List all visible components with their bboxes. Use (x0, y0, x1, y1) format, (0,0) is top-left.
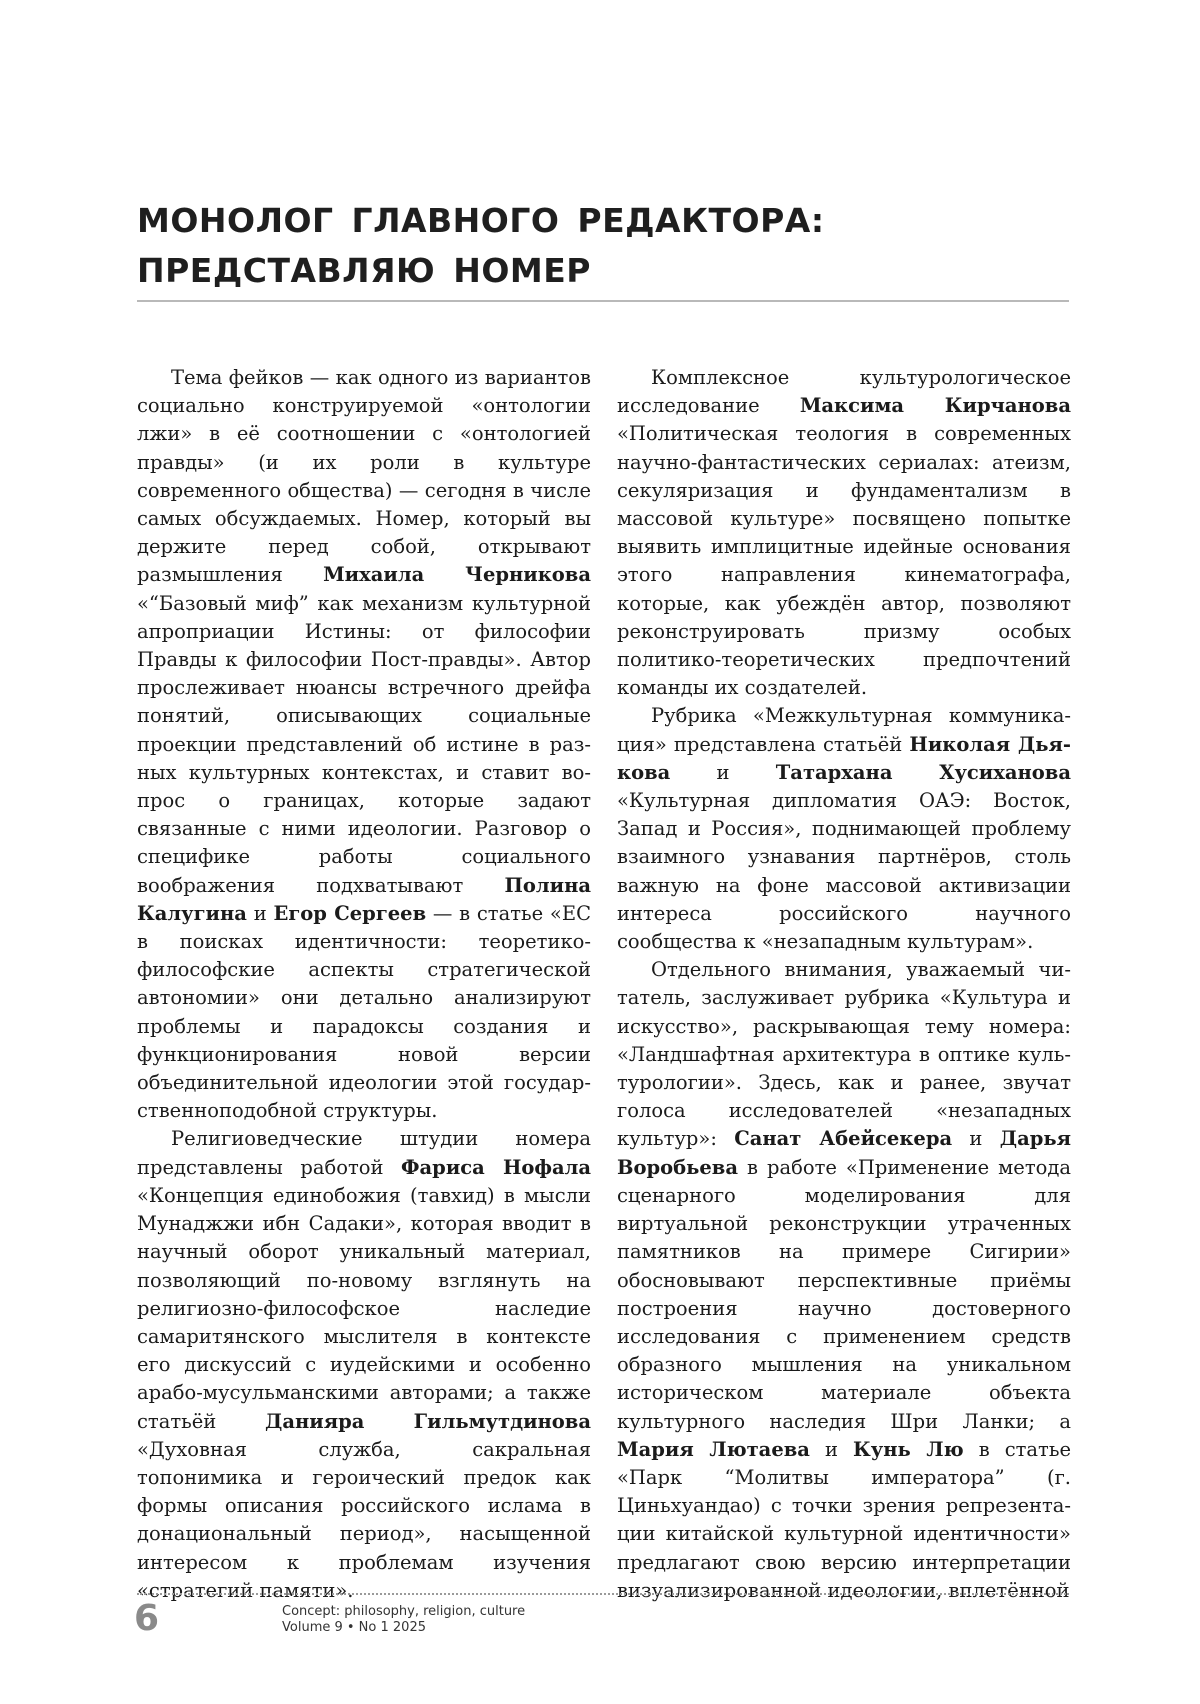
journal-info (282, 1604, 525, 1636)
author-name: Кунь Лю (853, 1437, 964, 1461)
author-name: Дарья Воробьева (617, 1127, 1071, 1179)
paragraph: Тема фейков — как одного из вариантов социально конструируемой «онтологии лжи» в её соотношении с «онтологией правды» (и их роли в культуре современного общества) — сегодня в числе самых обсуждаемых. Номер, который вы держите перед собой, открывают размышления Михаила Черникова «“Базовый миф” как механизм культурной апроприации Истины: от философии Правды к философии Пост-правды». Автор прослеживает нюансы встречного дрейфа понятий, описывающих социальные проекции представлений об истине в разных культурных контекстах, и ставит вопрос о границах, которые задают связанные с ними идеологии. Разговор о специфике работы социального воображения подхватывают Полина Калугина и Егор Сергеев — в статье «ЕС в поисках идентичности: теоретико-философские аспекты стратегической автономии» они детально анализируют проблемы и парадоксы создания и функционирования новой версии объединительной идеологии этой государственноподобной структуры. (137, 366, 591, 1123)
footer-divider (137, 1593, 1069, 1595)
paragraph: Комплексное культурологическое исследование Максима Кирчанова «Политическая теология в современных научно-фантастических сериалах: атеизм, секуляризация и фундаментализм в массовой культуре» посвящено попытке выявить имплицитные идейные основания этого направления кинематографа, которые, как убеждён автор, позволяют реконструировать призму особых политико-теоретических предпочтений команды их создателей. (617, 366, 1071, 700)
title-divider (137, 300, 1069, 302)
right-column (617, 364, 1071, 1605)
paragraph: Отдельного внимания, уважаемый читатель, заслуживает рубрика «Культура и искусство», раскрывающая тему номера: «Ландшафтная архитектура в оптике культурологии». Здесь, как и ранее, звучат голоса исследователей «незападных культур»: Санат Абейсекера и Дарья Воробьева в работе «Применение метода сценарного моделирования для виртуальной реконструкции утраченных памятников на примере Сигирии» обосновывают перспективные приёмы построения научно достоверного исследования с применением средств образного мышления на уникальном историческом материале объекта культурного наследия Шри Ланки; а Мария Лютаева и Кунь Лю в статье «Парк “Молитвы императора” (г. Циньхуандао) с точки зрения репрезентации китайской культурной идентичности» предлагают свою версию интерпретации визуализированной идеологии, вплетённой (617, 958, 1071, 1602)
journal-issue: Volume 9 • No 1 2025 (282, 1620, 426, 1635)
title-line-1: МОНОЛОГ ГЛАВНОГО РЕДАКТОРА: (137, 201, 825, 240)
left-column (137, 364, 591, 1605)
author-name: Максима Кирчанова (799, 394, 1071, 418)
paragraph: Религиоведческие штудии номера представлены работой Фариса Нофала «Концепция единобожия (тавхид) в мысли Мунаджжи ибн Садаки», которая вводит в научный оборот уникальный материал, позволяющий по-новому взглянуть на религиозно-философское наследие самаритянского мыслителя в контексте его дискуссий с иудейскими и особенно арабо-мусульманскими авторами; а также статьёй Данияра Гильмутдинова «Духовная служба, сакральная топонимика и героический предок как формы описания российского ислама в донациональный период», насыщенной интересом к проблемам изучения «стратегий памяти». (137, 1127, 591, 1602)
author-name: Полина Калугина (137, 873, 591, 925)
author-name: Санат Абейсекера (734, 1127, 953, 1151)
page-number: 6 (134, 1598, 160, 1639)
author-name: Фариса Нофала (401, 1155, 591, 1179)
journal-name: Concept: philosophy, religion, culture (282, 1604, 526, 1619)
title-line-2: ПРЕДСТАВЛЯЮ НОМЕР (137, 251, 591, 290)
paragraph: Рубрика «Межкультурная коммуникация» представлена статьёй Николая Дьякова и Татархана Хусиханова «Культурная дипломатия ОАЭ: Восток, Запад и Россия», поднимающей проблему взаимного узнавания партнёров, столь важную на фоне массовой активизации интереса российского научного сообщества к «незападным культурам». (617, 704, 1071, 954)
author-name: Татархана Хусиханова (775, 760, 1071, 784)
page-title (137, 196, 1077, 296)
author-name: Егор Сергеев (273, 901, 427, 925)
author-name: Данияра Гильмутдинова (264, 1409, 591, 1433)
author-name: Мария Лютаева (617, 1437, 810, 1461)
author-name: Николая Дьякова (617, 732, 1071, 784)
author-name: Михаила Черникова (323, 563, 591, 587)
